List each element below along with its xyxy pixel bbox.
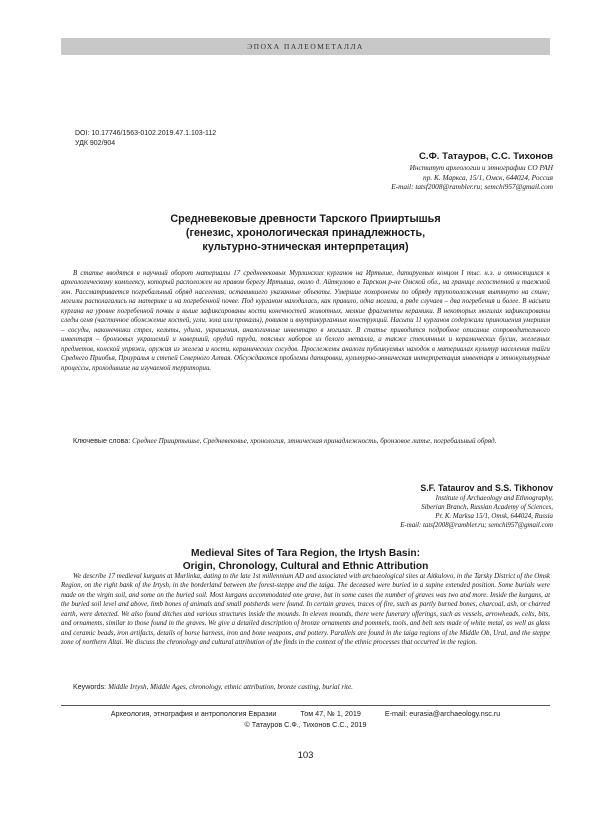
affiliation-en-1: Institute of Archaeology and Ethnography, [435, 495, 553, 502]
authors-ru: С.Ф. Татауров, С.С. Тихонов [418, 151, 553, 162]
keywords-ru-values: Среднее Прииртышье, Средневековье, хронология, этническая принадлежность, бронзовое литье, погребальный обряд. [132, 437, 497, 445]
doi-line: DOI: 10.17746/1563-0102.2019.47.1.103-112 [75, 130, 217, 137]
affiliation-en-email: E-mail: tatsf2008@rambler.ru; semchi957@gmail.com [400, 522, 553, 529]
keywords-en-values: Middle Irtysh, Middle Ages, chronology, ethnic attribution, bronze casting, burial rite. [108, 683, 353, 691]
udk-line: УДК 902/904 [75, 139, 116, 147]
abstract-en: We describe 17 medieval kurgans at Murlinka, dating to the late 1st millennium AD and associated with archaeological sites at Aitkulovo, in the Tarsky District of the Omsk Region, on the right bank of the Irtysh, in the borderland between the forest-steppe and the taiga. The deceased were buried in a supine extended position. Some burials were made on the virgin soil, and some on the buried soil. Most kurgans accommodated one grave, but in some cases the number of graves was two and more. Inside the kurgans, at the buried soil level and above, limb bones of animals and small potsherds were found. In certain graves, traces of fire, such as partly burned bones, charcoal, ash, or charred earth, were detected. We also found ditches and various structures inside the mounds. In eleven mounds, there were funerary offerings, such as vessels, arrowheads, celts, bits, and ornaments, similar to those found in the graves. We give a detailed description of bronze ornaments and pommels, tools, and belt sets made of white metal, as well as glass and ceramic beads, iron artifacts, details of horse harness, iron and bone weapons, and pottery. Parallels are found in the taiga regions of the Middle Ob, Ural, and the steppe zone of northern Altai. We discuss the chronology and cultural attribution of the finds in the context of the ethnic processes that occurred in the region. [61, 573, 550, 647]
title-en-line-1: Medieval Sites of Tara Region, the Irtysh Basin: [190, 548, 421, 559]
title-en-line-2: Origin, Chronology, Cultural and Ethnic Attribution [182, 560, 429, 572]
keywords-en-label: Keywords: [73, 683, 107, 691]
title-en [0, 548, 611, 573]
affiliation-ru-email: E-mail: tatsf2008@rambler.ru; semchi957@gmail.com [391, 182, 553, 191]
authors-block-en [400, 482, 553, 530]
title-ru-line-3: культурно-этническая интерпретация) [202, 241, 409, 253]
affiliation-en-3: Pr. K. Marksa 15/1, Omsk, 644024, Russia [435, 513, 553, 520]
page-number: 103 [297, 750, 314, 761]
footer-divider [61, 705, 550, 706]
footer-copyright: © Татауров С.Ф., Тихонов С.С., 2019 [244, 720, 367, 729]
affiliation-ru-1: Институт археологии и этнографии СО РАН [409, 163, 553, 172]
keywords-en [61, 683, 550, 693]
title-ru-line-1: Средневековые древности Тарского Прииртышья [170, 213, 441, 225]
footer-journal-line [0, 709, 611, 719]
footer-email: E-mail: eurasia@archaeology.nsc.ru [384, 709, 501, 718]
footer-journal: Археология, этнография и антропология Евразии [110, 709, 277, 718]
title-ru-line-2: (генезис, хронологическая принадлежность, [185, 227, 426, 239]
affiliation-ru-2: пр. К. Маркса, 15/1, Омск, 644024, Россия [423, 172, 553, 182]
section-header-band [61, 38, 550, 55]
doi-block [75, 129, 216, 148]
keywords-ru [61, 437, 550, 447]
footer-volume: Том 47, № 1, 2019 [300, 709, 361, 718]
affiliation-en-2: Siberian Branch, Russian Academy of Sciences, [421, 504, 553, 511]
section-header-text: ЭПОХА ПАЛЕОМЕТАЛЛА [247, 42, 364, 51]
abstract-ru: В статье вводятся в научный оборот материалы 17 средневековых Мурлинских курганов на Иртыше, датируемых концом I тыс. н.э. и относящихся к археологическому комплексу, который расположен на правом берегу Иртыша, около д. Айткулово в Тарском р-не Омской обл., на границе лесостепной и таежной зон. Рассматривается погребальный обряд населения, оставившего указанные объекты. Умершие похоронены по обряду трупоположения вытянуто на спине; могилы располагались на материке и на погребенной почве. Под курганом находилась, как правило, одна могила, в ряде случаев – два погребения и более. В насыпи кургана на уровне погребенной почвы и выше зафиксированы кости конечностей животных, мелкие фрагменты керамики. В некоторых могилах зафиксированы следы огня (частичное обожжение костей, угли, зола или прокалы), ровиков и внутрикурганных конструкций. Насыпи 11 курганов содержали приношения умершим – сосуды, наконечники стрел, кельты, удила, украшения, аналогичные инвентарю в могилах. В статье приводится подробное описание сопроводительного инвентаря – бронзовых украшений и наверший, орудий труда, поясных наборов из белого металла, а также стеклянных и керамических бусин, железных предметов, конской упряжи, оружия из железа и кости, керамических сосудов. Прослежены аналоги публикуемых находок в материалах культур населения тайги Среднего Приобья, Приуралья и степей Северного Алтая. Обсуждаются проблемы датировки, культурно-этническая интерпретация инвентаря и этнокультурные процессы, проходившие на изучаемой территории. [61, 270, 550, 372]
authors-en: S.F. Tataurov and S.S. Tikhonov [420, 483, 553, 493]
keywords-ru-label: Ключевые слова: [73, 437, 131, 445]
title-ru [0, 212, 611, 254]
authors-block-ru [391, 150, 553, 192]
